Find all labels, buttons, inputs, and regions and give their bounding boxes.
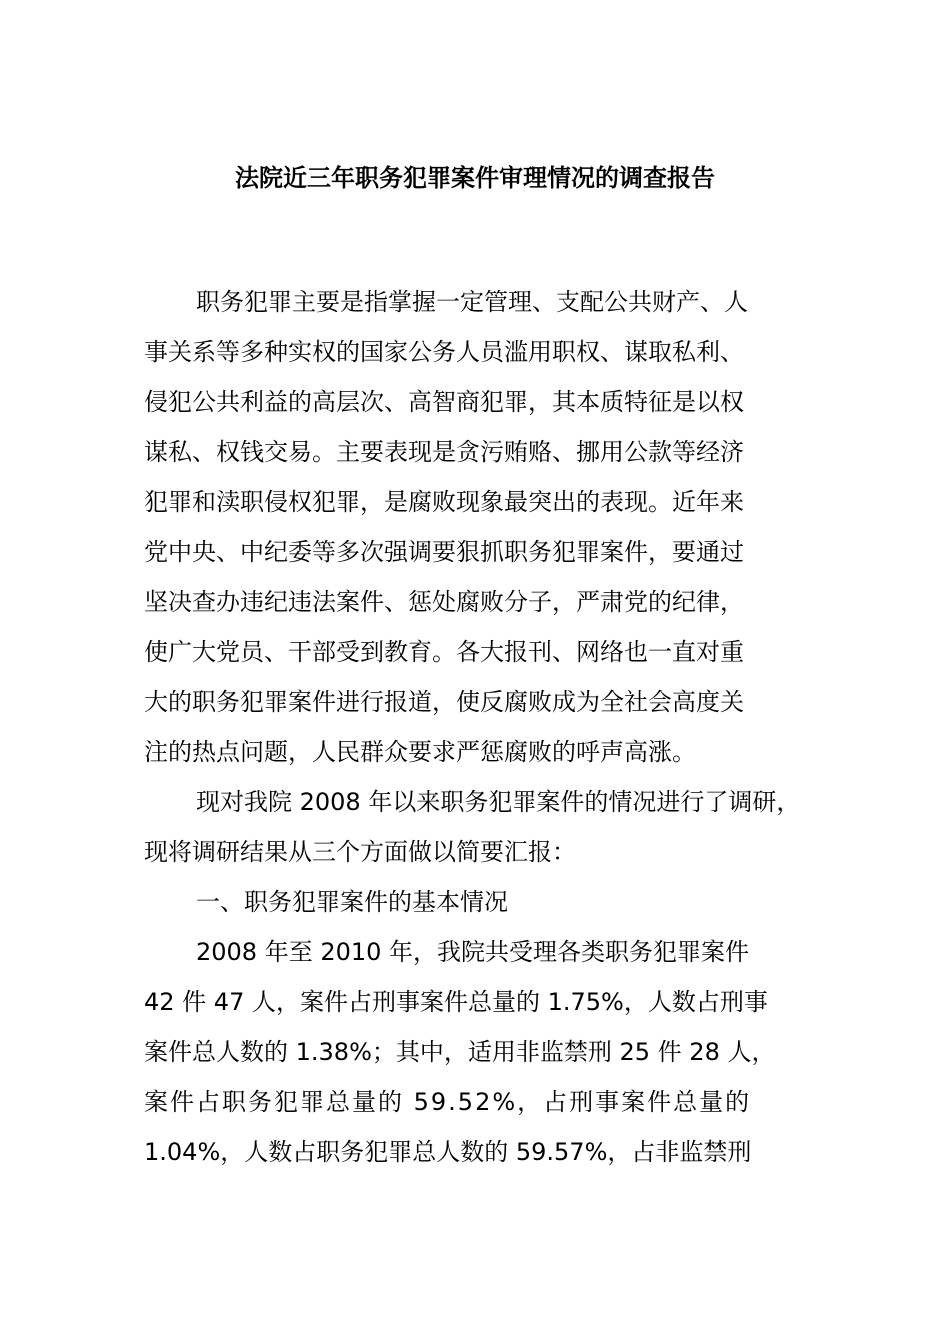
paragraph-line: 案件总人数的 1.38%；其中，适用非监禁刑 25 件 28 人， — [144, 1038, 776, 1066]
paragraph-line: 大的职务犯罪案件进行报道，使反腐败成为全社会高度关 — [144, 688, 744, 716]
paragraph-line: 现将调研结果从三个方面做以简要汇报： — [144, 838, 576, 866]
paragraph-line: 案件占职务犯罪总量的 59.52%，占刑事案件总量的 — [144, 1088, 752, 1116]
paragraph-line: 党中央、中纪委等多次强调要狠抓职务犯罪案件，要通过 — [144, 538, 744, 566]
paragraph-line: 职务犯罪主要是指掌握一定管理、支配公共财产、人 — [196, 288, 748, 316]
paragraph-line: 1.04%，人数占职务犯罪总人数的 59.57%，占非监禁刑 — [144, 1138, 752, 1166]
paragraph-line: 坚决查办违纪违法案件、惩处腐败分子，严肃党的纪律， — [144, 588, 744, 616]
paragraph-line: 现对我院 2008 年以来职务犯罪案件的情况进行了调研， — [196, 788, 801, 816]
paragraph-line: 事关系等多种实权的国家公务人员滥用职权、谋取私利、 — [144, 338, 744, 366]
paragraph-line: 谋私、权钱交易。主要表现是贪污贿赂、挪用公款等经济 — [144, 438, 744, 466]
paragraph-line: 注的热点问题，人民群众要求严惩腐败的呼声高涨。 — [144, 738, 696, 766]
paragraph-line: 2008 年至 2010 年，我院共受理各类职务犯罪案件 — [196, 938, 750, 966]
paragraph-line: 犯罪和渎职侵权犯罪，是腐败现象最突出的表现。近年来 — [144, 488, 744, 516]
paragraph-line: 侵犯公共利益的高层次、高智商犯罪，其本质特征是以权 — [144, 388, 744, 416]
paragraph-line: 使广大党员、干部受到教育。各大报刊、网络也一直对重 — [144, 638, 744, 666]
document-title: 法院近三年职务犯罪案件审理情况的调查报告 — [235, 164, 715, 192]
section-heading: 一、职务犯罪案件的基本情况 — [196, 888, 508, 916]
paragraph-line: 42 件 47 人，案件占刑事案件总量的 1.75%，人数占刑事 — [144, 988, 768, 1016]
